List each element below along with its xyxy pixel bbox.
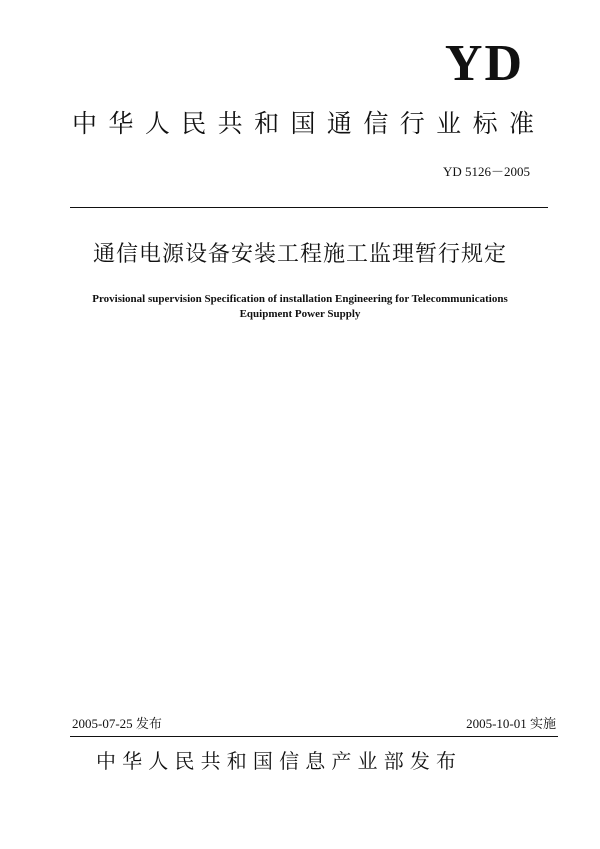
top-divider xyxy=(70,207,548,208)
bottom-divider xyxy=(70,736,558,737)
release-date: 2005-07-25 发布 xyxy=(72,716,162,731)
standard-number: YD 5126－2005 xyxy=(442,164,530,179)
issuing-authority: 中华人民共和国信息产业部发布 xyxy=(96,749,460,773)
standard-type-heading: 中华人民共和国通信行业标准 xyxy=(72,109,542,138)
document-title-english-line-1: Provisional supervision Specification of installation Engineering for Telecommunications xyxy=(92,293,508,305)
document-title-english-line-2: Equipment Power Supply xyxy=(239,308,361,320)
implementation-date: 2005-10-01 实施 xyxy=(466,716,556,731)
date-row xyxy=(72,715,556,733)
document-title-english xyxy=(40,292,560,322)
document-title-chinese: 通信电源设备安装工程施工监理暂行规定 xyxy=(92,242,507,267)
yd-logo: YD xyxy=(444,35,524,92)
